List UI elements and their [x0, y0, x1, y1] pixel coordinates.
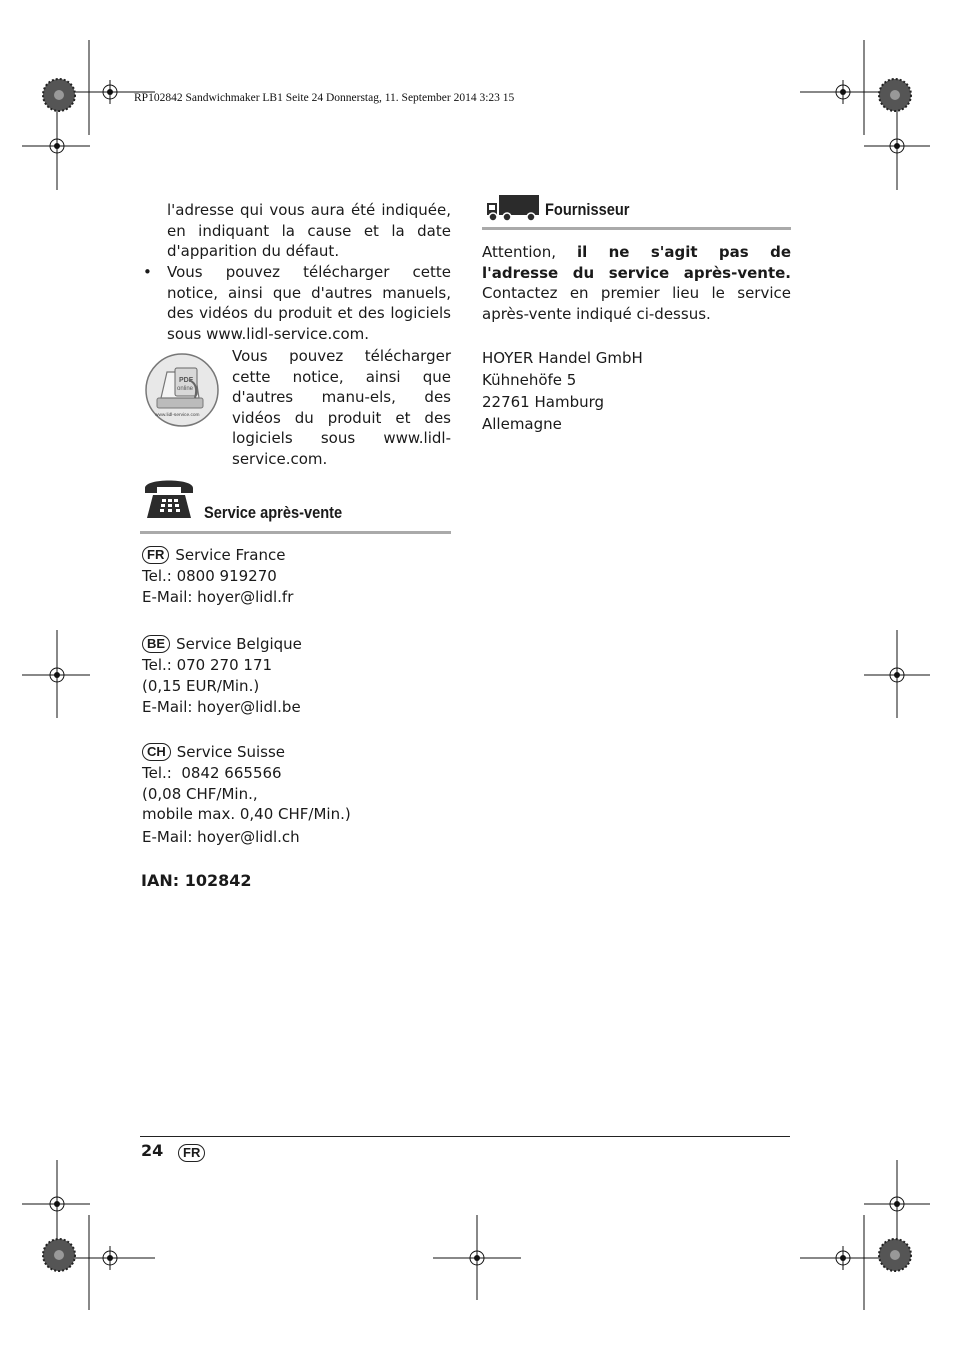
service-belgium-tel: Tel.: 070 270 171	[142, 656, 273, 674]
service-swiss-block	[142, 742, 351, 848]
online-label: online	[177, 386, 194, 392]
supplier-title-rule	[482, 227, 791, 230]
service-title-rule	[140, 531, 451, 534]
service-belgium-email: E-Mail: hoyer@lidl.be	[142, 698, 301, 716]
be-badge: BE	[142, 635, 170, 653]
telephone-icon	[143, 474, 195, 520]
intro-continued: l'adresse qui vous aura été indiquée, en indiquant la cause et la date d'apparition du défaut.	[167, 201, 451, 260]
address-line: HOYER Handel GmbH	[482, 349, 643, 367]
attention-bold: il ne s'agit pas de l'adresse du service après-vente.	[482, 243, 792, 282]
ian-number: IAN: 102842	[141, 871, 252, 890]
service-france-name: Service France	[175, 546, 286, 564]
attention-prefix: Attention,	[482, 243, 577, 261]
ch-badge: CH	[142, 743, 171, 761]
service-swiss-rate-mobile: mobile max. 0,40 CHF/Min.)	[142, 805, 351, 823]
service-swiss-name: Service Suisse	[176, 743, 286, 761]
qr-url-label: www.lidl-service.com	[155, 413, 200, 418]
download-caption: Vous pouvez télécharger cette notice, ainsi que d'autres manu-els, des vidéos du produit et des logiciels sous www.lidl-service.com.	[232, 347, 451, 468]
service-belgium-block	[142, 634, 302, 718]
fr-badge: FR	[142, 546, 169, 564]
print-header: RP102842 Sandwichmaker LB1 Seite 24 Donnerstag, 11. September 2014 3:23 15	[134, 92, 515, 104]
service-swiss-email: E-Mail: hoyer@lidl.ch	[142, 828, 300, 846]
address-line: Kühnehöfe 5	[482, 371, 577, 389]
truck-icon	[485, 193, 541, 223]
service-swiss-tel: Tel.: 0842 665566	[142, 764, 282, 782]
supplier-address	[482, 347, 643, 435]
address-line: 22761 Hamburg	[482, 393, 605, 411]
page-number: 24	[141, 1141, 164, 1160]
service-belgium-name: Service Belgique	[176, 635, 302, 653]
service-belgium-rate: (0,15 EUR/Min.)	[142, 677, 260, 695]
bullet-symbol: •	[143, 263, 152, 281]
service-france-block	[142, 545, 293, 608]
service-france-email: E-Mail: hoyer@lidl.fr	[142, 588, 294, 606]
footer-lang-badge: FR	[178, 1144, 205, 1162]
address-line: Allemagne	[482, 415, 562, 433]
download-online-icon	[143, 352, 221, 428]
footer-rule	[140, 1136, 790, 1137]
supplier-title: Fournisseur	[545, 200, 630, 219]
download-bullet-text: Vous pouvez télécharger cette notice, ainsi que d'autres manuels, des vidéos du produit et des logiciels sous www.lidl-service.com.	[167, 263, 451, 343]
pdf-label: PDF	[179, 377, 193, 384]
service-france-tel: Tel.: 0800 919270	[142, 567, 277, 585]
attention-rest: Contactez en premier lieu le service après-vente indiqué ci-dessus.	[482, 284, 791, 323]
service-title: Service après-vente	[204, 503, 343, 522]
supplier-attention	[482, 242, 791, 324]
service-swiss-rate: (0,08 CHF/Min.,	[142, 785, 258, 803]
